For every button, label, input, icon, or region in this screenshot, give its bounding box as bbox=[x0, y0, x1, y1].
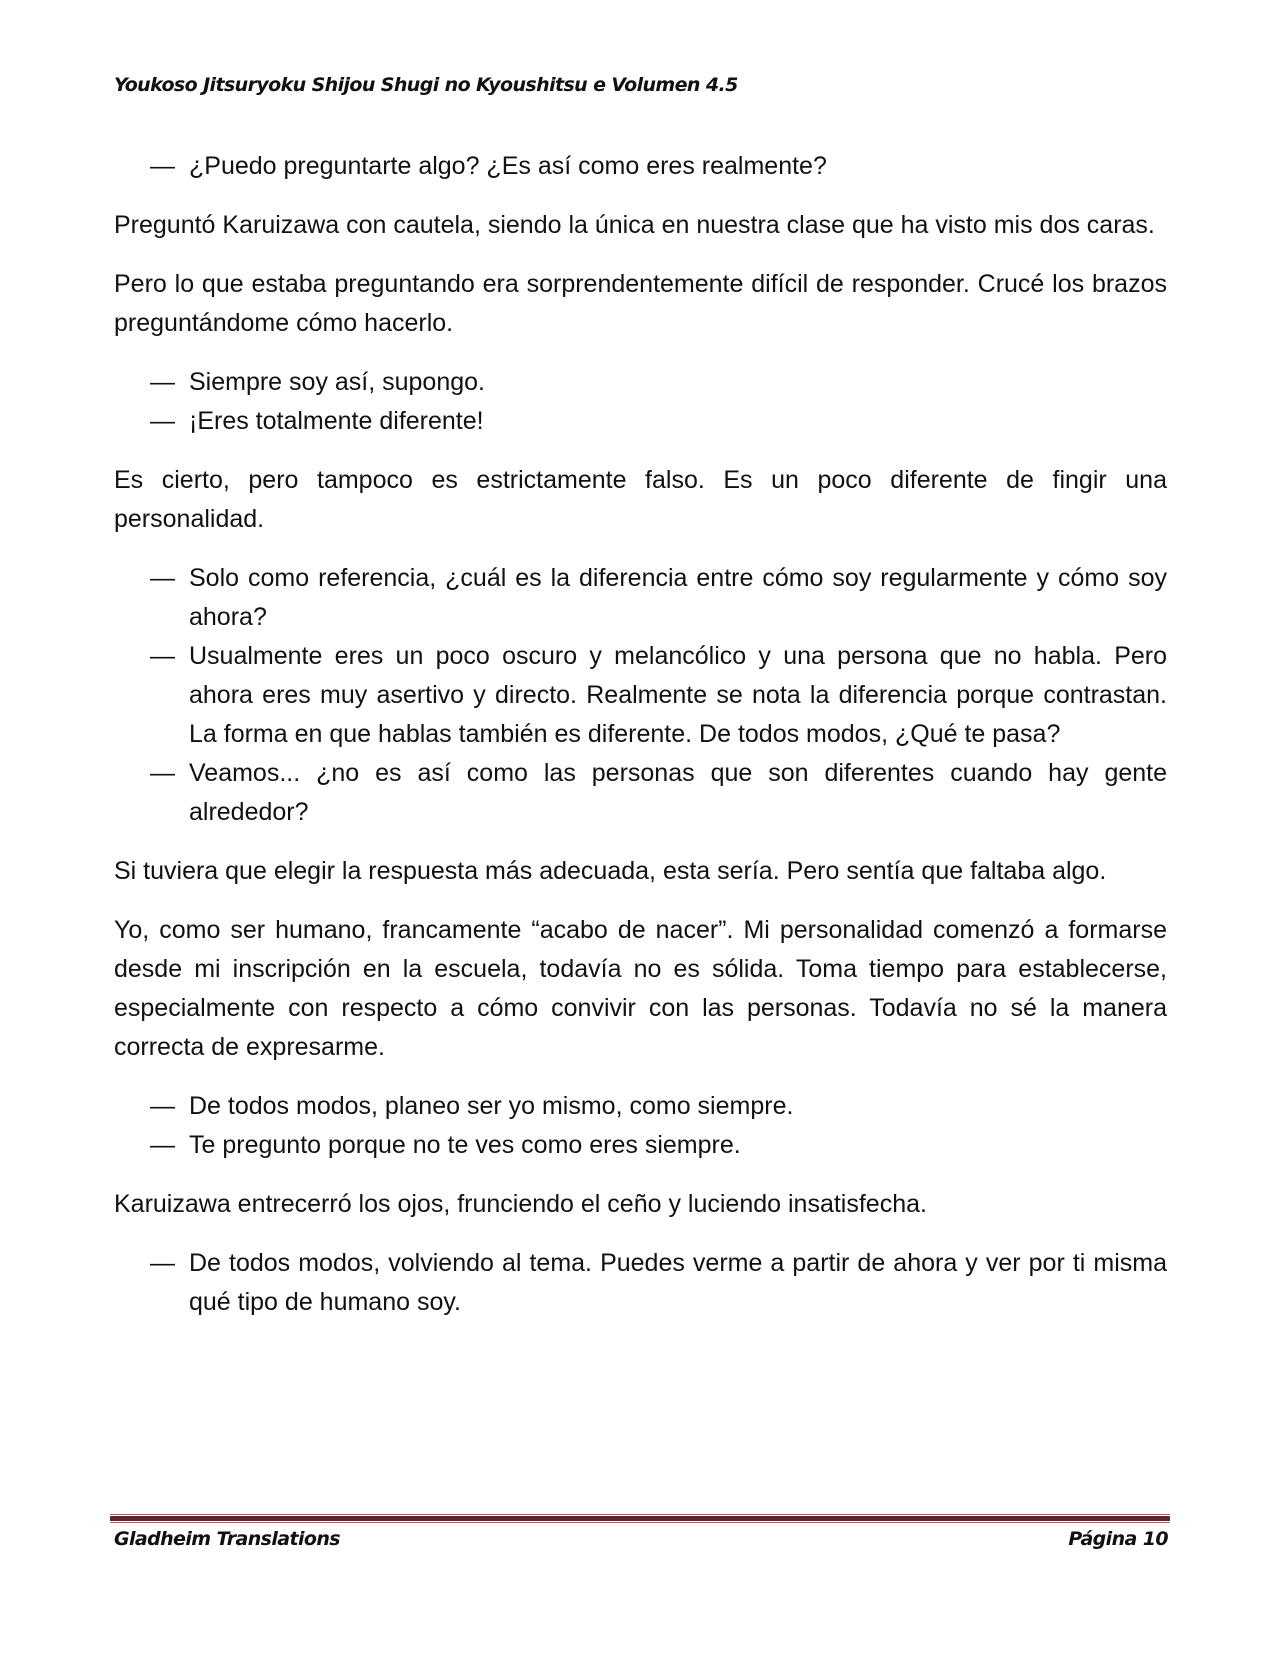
paragraph: Karuizawa entrecerró los ojos, frunciendo el ceño y luciendo insatisfecha. bbox=[114, 1190, 927, 1218]
dialogue-text: ¡Eres totalmente diferente! bbox=[189, 407, 484, 435]
dialogue-group bbox=[114, 559, 1167, 832]
dialogue-line bbox=[114, 559, 1167, 637]
dialogue-line bbox=[114, 363, 1167, 402]
dialogue-dash: — bbox=[150, 152, 175, 180]
dialogue-text: ¿Puedo preguntarte algo? ¿Es así como eres realmente? bbox=[189, 152, 827, 180]
dialogue-line bbox=[114, 1244, 1167, 1322]
dialogue-dash: — bbox=[150, 759, 175, 787]
dialogue-dash: — bbox=[150, 407, 175, 435]
dialogue-dash: — bbox=[150, 642, 175, 670]
dialogue-dash: — bbox=[150, 368, 175, 396]
dialogue-dash: — bbox=[150, 1092, 175, 1120]
paragraph: Yo, como ser humano, francamente “acabo de nacer”. Mi personalidad comenzó a formarse desde mi inscripción en la escuela, todavía no es sólida. Toma tiempo para establecerse, especialmente con respecto a cómo convivir con las personas. Todavía no sé la manera correcta de expresarme. bbox=[114, 916, 1167, 1061]
paragraph: Si tuviera que elegir la respuesta más adecuada, esta sería. Pero sentía que faltaba algo. bbox=[114, 857, 1107, 885]
dialogue-line bbox=[114, 1126, 1167, 1165]
footer-rule bbox=[110, 1514, 1170, 1522]
dialogue-text: Siempre soy así, supongo. bbox=[189, 368, 485, 396]
dialogue-group bbox=[114, 363, 1167, 441]
dialogue-text: De todos modos, planeo ser yo mismo, como siempre. bbox=[189, 1092, 794, 1120]
paragraph: Preguntó Karuizawa con cautela, siendo la única en nuestra clase que ha visto mis dos caras. bbox=[114, 211, 1155, 239]
paragraph: Pero lo que estaba preguntando era sorprendentemente difícil de responder. Crucé los brazos preguntándome cómo hacerlo. bbox=[114, 270, 1167, 337]
footer-translator: Gladheim Translations bbox=[114, 1528, 340, 1550]
page-body bbox=[114, 147, 1167, 1342]
dialogue-dash: — bbox=[150, 1249, 175, 1277]
dialogue-dash: — bbox=[150, 564, 175, 592]
footer-page-number: Página 10 bbox=[1068, 1528, 1168, 1550]
paragraph: Es cierto, pero tampoco es estrictamente falso. Es un poco diferente de fingir una personalidad. bbox=[114, 466, 1167, 533]
dialogue-text: Te pregunto porque no te ves como eres siempre. bbox=[189, 1131, 741, 1159]
dialogue-group bbox=[114, 147, 1167, 186]
dialogue-text: Usualmente eres un poco oscuro y melancólico y una persona que no habla. Pero ahora eres muy asertivo y directo. Realmente se nota la diferencia porque contrastan. La forma en que hablas también es diferente. De todos modos, ¿Qué te pasa? bbox=[189, 642, 1167, 748]
dialogue-text: Veamos... ¿no es así como las personas que son diferentes cuando hay gente alrededor? bbox=[189, 759, 1167, 826]
dialogue-line bbox=[114, 1087, 1167, 1126]
dialogue-line bbox=[114, 402, 1167, 441]
dialogue-text: De todos modos, volviendo al tema. Puedes verme a partir de ahora y ver por ti misma qué tipo de humano soy. bbox=[189, 1249, 1167, 1316]
dialogue-line bbox=[114, 147, 1167, 186]
dialogue-group bbox=[114, 1087, 1167, 1165]
dialogue-group bbox=[114, 1244, 1167, 1322]
dialogue-line bbox=[114, 754, 1167, 832]
dialogue-dash: — bbox=[150, 1131, 175, 1159]
running-header: Youkoso Jitsuryoku Shijou Shugi no Kyoushitsu e Volumen 4.5 bbox=[114, 74, 738, 96]
dialogue-text: Solo como referencia, ¿cuál es la diferencia entre cómo soy regularmente y cómo soy ahora? bbox=[189, 564, 1167, 631]
dialogue-line bbox=[114, 637, 1167, 754]
